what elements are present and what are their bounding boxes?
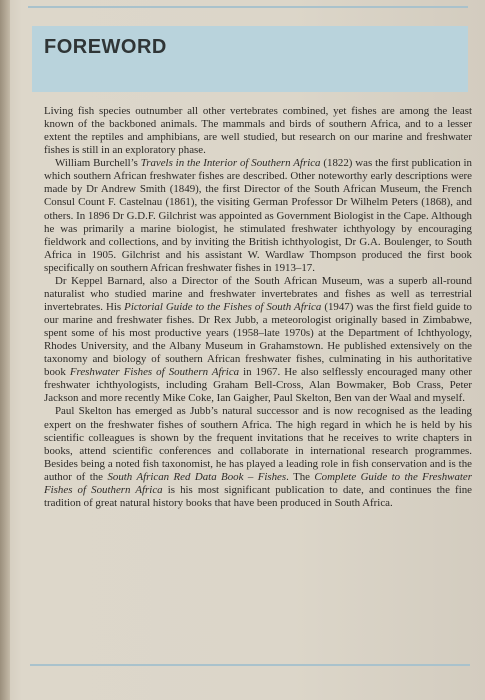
paragraph-text: Paul Skelton has emerged as Jubb’s natural successor and is now recognised as the leading expert on the freshwater fishes of southern Africa. The high regard in which he is held by his scientific colleagues is shown by the frequent invitations that he receives to write chapters in books, attend scientific conferences and collaborate in international research programmes. Besides being a noted fish taxonomist, he has played a leading role in fish conservation and is the author of the bbox=[44, 405, 472, 483]
paragraph-text: (1947) was the first field guide to our marine and freshwater fishes. Dr Rex Jubb, a meteorologist originally based in Zimbabwe, spent some of his most productive years (1958–late 1970s) at the Department of Ichthyology, Rhodes University, and the Albany Museum in Grahamstown. He published extensively on the taxonomy and biology of southern African freshwater fishes, culminating in his authoritative book bbox=[44, 300, 472, 379]
paragraph bbox=[44, 405, 472, 510]
book-title-text: Pictorial Guide to the Fishes of South Africa bbox=[124, 300, 322, 313]
paragraph-text: (1822) was the first publication in which southern African freshwater fishes are described. Other noteworthy early descriptions were made by Dr Andrew Smith (1849), the first Director of the South African Museum, the French Consul Count F. Castelnau (1861), the visiting German Professor Dr Wilhelm Peters (1868), and others. In 1896 Dr G.D.F. Gilchrist was appointed as Government Biologist in the Cape. Although he was primarily a marine biologist, he stimulated freshwater ichthyology by encouraging fieldwork and collections, and by inviting the British ichthyologist, Dr G.A. Boulenger, to South Africa in 1905. Gilchrist and his assistant W. Wardlaw Thompson produced the first book specifically on southern African freshwater fishes in 1913–17. bbox=[44, 157, 472, 274]
paragraph-text: William Burchell’s bbox=[55, 157, 141, 170]
paragraph-text: Living fish species outnumber all other vertebrates combined, yet fishes are among the least known of the backboned animals. The mammals and birds of southern Africa, and to a lesser extent the reptiles and amphibians, are well studied, but research on our marine and freshwater fishes is still in an exploratory phase. bbox=[44, 105, 472, 157]
top-rule bbox=[28, 6, 468, 8]
page-title: FOREWORD bbox=[44, 36, 167, 58]
paragraph bbox=[44, 157, 472, 275]
paragraph bbox=[44, 275, 472, 406]
book-title-text: Freshwater Fishes of Southern Africa bbox=[69, 366, 240, 379]
book-title-text: Travels in the Interior of Southern Africa bbox=[140, 157, 321, 170]
book-title-text: Complete Guide to the Freshwater Fishes of Southern Africa bbox=[44, 470, 472, 496]
book-gutter-shadow bbox=[0, 0, 10, 700]
paragraph bbox=[44, 105, 472, 157]
foreword-body bbox=[44, 105, 472, 510]
paragraph-text: is his most significant publication to date, and continues the fine tradition of great natural history books that have been produced in South Africa. bbox=[44, 483, 472, 509]
bottom-rule bbox=[30, 664, 470, 666]
book-title-text: South African Red Data Book – Fishes bbox=[107, 470, 287, 483]
paragraph-text: . The bbox=[286, 470, 315, 483]
paragraph-text: Dr Keppel Barnard, also a Director of the South African Museum, was a superb all-round naturalist who studied marine and freshwater invertebrates and fishes as well as terrestrial invertebrates. His bbox=[44, 274, 472, 313]
paragraph-text: in 1967. He also selflessly encouraged many other freshwater ichthyologists, including Graham Bell-Cross, Alan Bowmaker, Bob Crass, Peter Jackson and more recently Mike Coke, Ian Gaigher, Paul Skelton, Ben van der Waal and myself. bbox=[44, 366, 472, 405]
